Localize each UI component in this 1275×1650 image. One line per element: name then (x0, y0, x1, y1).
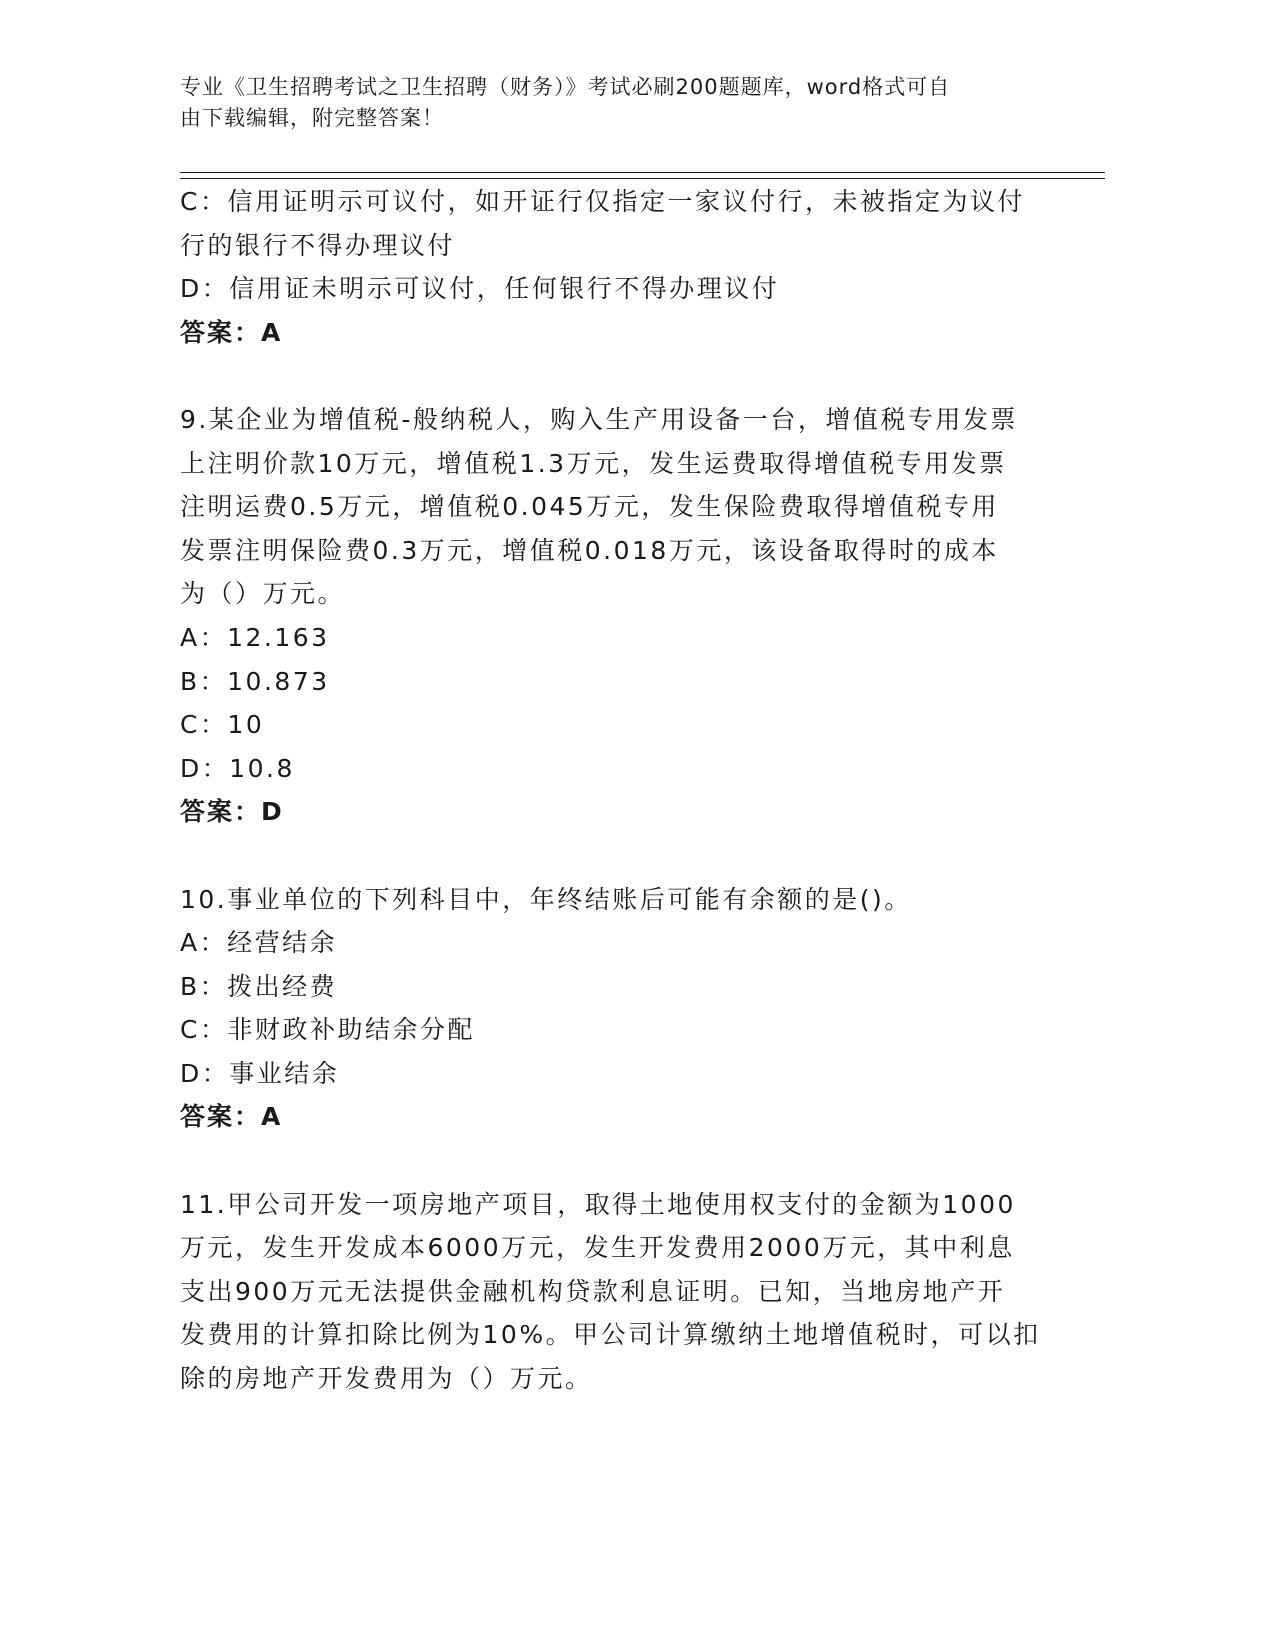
option-b: B：10.873 (180, 666, 330, 696)
spacer (180, 834, 1040, 878)
question-stem-line: 发票注明保险费0.3万元，增值税0.018万元，该设备取得时的成本 (180, 535, 999, 565)
question-11 (180, 1183, 1040, 1401)
header-divider-bottom (180, 178, 1105, 179)
header-line-2: 由下载编辑，附完整答案！ (180, 106, 444, 130)
document-header (180, 72, 1040, 134)
option-c-line-1: C：信用证明示可议付，如开证行仅指定一家议付行，未被指定为议付 (180, 187, 1025, 216)
question-stem-line: 除的房地产开发费用为（）万元。 (180, 1364, 593, 1394)
document-body (180, 180, 1040, 1401)
question-stem-line: 上注明价款10万元，增值税1.3万元，发生运费取得增值税专用发票 (180, 448, 1007, 478)
question-10 (180, 878, 1040, 1140)
answer-label: 答案：A (180, 1102, 283, 1132)
spacer (180, 1139, 1040, 1183)
answer-label: 答案：A (180, 317, 283, 347)
header-divider-top (180, 172, 1105, 173)
option-c: C：10 (180, 710, 265, 740)
question-9 (180, 398, 1040, 834)
option-d: D：10.8 (180, 753, 295, 783)
question-stem-line: 11.甲公司开发一项房地产项目，取得土地使用权支付的金额为1000 (180, 1189, 1016, 1219)
question-stem-line: 9.某企业为增值税-般纳税人，购入生产用设备一台，增值税专用发票 (180, 404, 1018, 434)
header-line-1: 专业《卫生招聘考试之卫生招聘（财务）》考试必刷200题题库，word格式可自 (180, 75, 951, 99)
option-b: B：拨出经费 (180, 971, 338, 1001)
question-8-continued (180, 180, 1040, 354)
answer-label: 答案：D (180, 797, 284, 827)
question-stem-line: 为（）万元。 (180, 579, 346, 609)
option-a: A：12.163 (180, 622, 330, 652)
option-c-line-2: 行的银行不得办理议付 (180, 230, 456, 260)
question-stem-line: 10.事业单位的下列科目中，年终结账后可能有余额的是()。 (180, 884, 912, 914)
option-d: D：事业结余 (180, 1058, 340, 1088)
option-c: C：非财政补助结余分配 (180, 1015, 475, 1045)
question-stem-line: 注明运费0.5万元，增值税0.045万元，发生保险费取得增值税专用 (180, 492, 999, 522)
option-d: D：信用证未明示可议付，任何银行不得办理议付 (180, 274, 780, 304)
option-a: A：经营结余 (180, 928, 338, 958)
question-stem-line: 支出900万元无法提供金融机构贷款利息证明。已知，当地房地产开 (180, 1276, 1006, 1306)
question-stem-line: 万元，发生开发成本6000万元，发生开发费用2000万元，其中利息 (180, 1233, 1015, 1263)
question-stem-line: 发费用的计算扣除比例为10%。甲公司计算缴纳土地增值税时，可以扣 (180, 1320, 1041, 1350)
spacer (180, 354, 1040, 398)
